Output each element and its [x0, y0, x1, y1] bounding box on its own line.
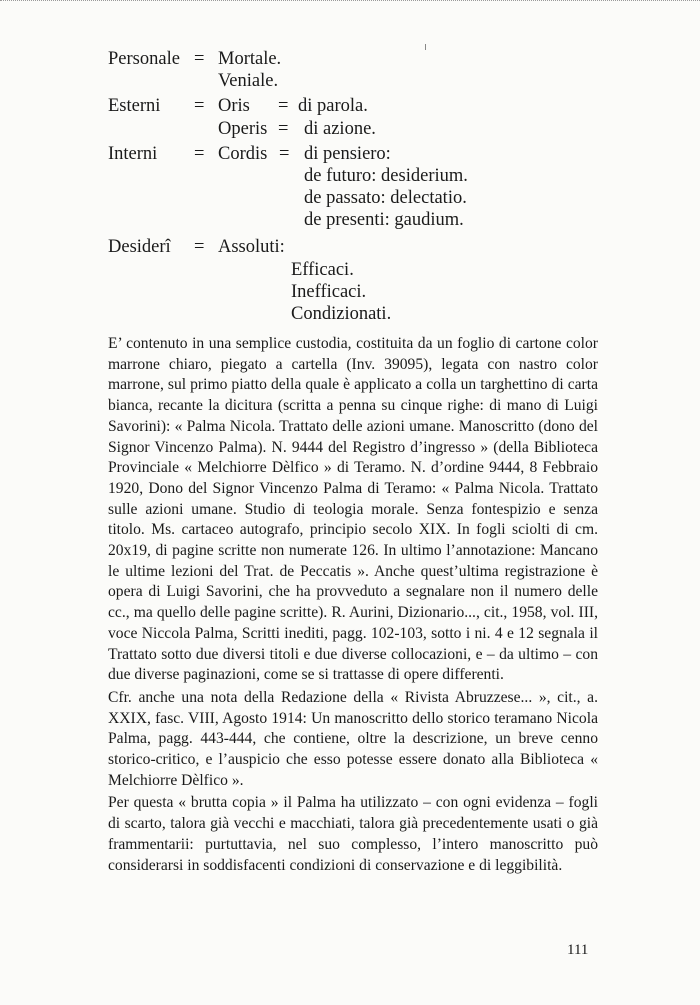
- scheme-label-interni: Interni: [108, 144, 158, 164]
- scheme-line-presenti: de presenti: gaudium.: [304, 210, 464, 230]
- paragraph-description: E’ contenuto in una semplice custodia, costituita da un foglio di cartone color marrone chiaro, piegato a cartella (Inv. 39095), legata con nastro color marrone, sul primo piatto della quale è applicato a colla un targhettino di carta bianca, recante la dicitura (scritta a penna su cinque righe: di mano di Luigi Savorini): « Palma Nicola. Trattato delle azioni umane. Manoscritto (dono del Signor Vincenzo Palma). N. 9444 del Registro d’ingresso » (della Biblioteca Provinciale « Melchiorre Dèlfico » di Teramo. N. d’ordine 9444, 8 Febbraio 1920, Dono del Signor Vincenzo Palma di Teramo: « Palma Nicola. Trattato sulle azioni umane. Studio di teologia morale. Senza fontespizio e senza titolo. Ms. cartaceo autografo, principio secolo XIX. In fogli sciolti di cm. 20x19, di pagine scritte non numerate 126. In ultimo l’annotazione: Mancano le ultime lezioni del Trat. de Peccatis ». Anche quest’ultima registrazione è opera di Luigi Savorini, che ha provveduto a segnalare non il numero delle cc., ma quello delle pagine scritte). R. Aurini, Dizionario..., cit., 1958, vol. III, voce Niccola Palma, Scritti inediti, pagg. 102-103, sotto i ni. 4 e 12 segnala il Trattato sotto due diversi titoli e due diverse collocazioni, e – da ultimo – con due diverse paginazioni, come se si trattasse di opere differenti.: [108, 335, 598, 684]
- scheme-desc-azione: di azione.: [304, 119, 376, 139]
- scheme-label-desideri: Desiderî: [108, 237, 171, 257]
- scheme-label-personale: Personale: [108, 49, 180, 69]
- scheme-value-assoluti: Assoluti:: [218, 237, 285, 257]
- scheme-label-esterni: Esterni: [108, 96, 161, 116]
- scan-mark: [425, 44, 426, 50]
- scheme-value-cordis: Cordis: [218, 144, 268, 164]
- scheme-eq: =: [194, 49, 205, 69]
- scheme-line-efficaci: Efficaci.: [291, 260, 354, 280]
- scheme-line-condizionati: Condizionati.: [291, 304, 392, 324]
- paragraph-condition: Per questa « brutta copia » il Palma ha utilizzato – con ogni evidenza – fogli di scarto, talora già vecchi e macchiati, talora già precedentemente usati o già frammentarii: purtuttavia, nel suo complesso, l’intero manoscritto può considerarsi in soddisfacenti condizioni di conservazione e di leggibilità.: [108, 794, 598, 874]
- scheme-line-inefficaci: Inefficaci.: [291, 282, 367, 302]
- scheme-line-passato: de passato: delectatio.: [304, 188, 467, 208]
- scheme-value-operis: Operis: [218, 119, 268, 139]
- paragraph-reference: Cfr. anche una nota della Redazione della « Rivista Abruzzese... », cit., a. XXIX, fasc. VIII, Agosto 1914: Un manoscritto dello storico teramano Nicola Palma, pagg. 443-444, che contiene, oltre la descrizione, un breve cenno storico-critico, e l’auspicio che esso potesse essere donato alla Biblioteca « Melchiorre Dèlfico ».: [108, 688, 598, 789]
- scheme-value-veniale: Veniale.: [218, 71, 279, 91]
- page-number: 111: [567, 942, 589, 958]
- scheme-eq: =: [278, 96, 289, 116]
- scheme-eq: =: [194, 96, 205, 116]
- scheme-eq: =: [194, 144, 205, 164]
- body-text: [108, 334, 598, 876]
- scheme-eq: =: [278, 119, 289, 139]
- scheme-eq: =: [279, 144, 290, 164]
- scheme-eq: =: [194, 237, 205, 257]
- scheme-line-futuro: de futuro: desiderium.: [304, 166, 468, 186]
- scheme-desc-parola: di parola.: [298, 96, 368, 116]
- page-top-edge: [0, 0, 700, 3]
- scheme-value-mortale: Mortale.: [218, 49, 282, 69]
- scheme-value-oris: Oris: [218, 96, 250, 116]
- scheme-desc-pensiero: di pensiero:: [304, 144, 391, 164]
